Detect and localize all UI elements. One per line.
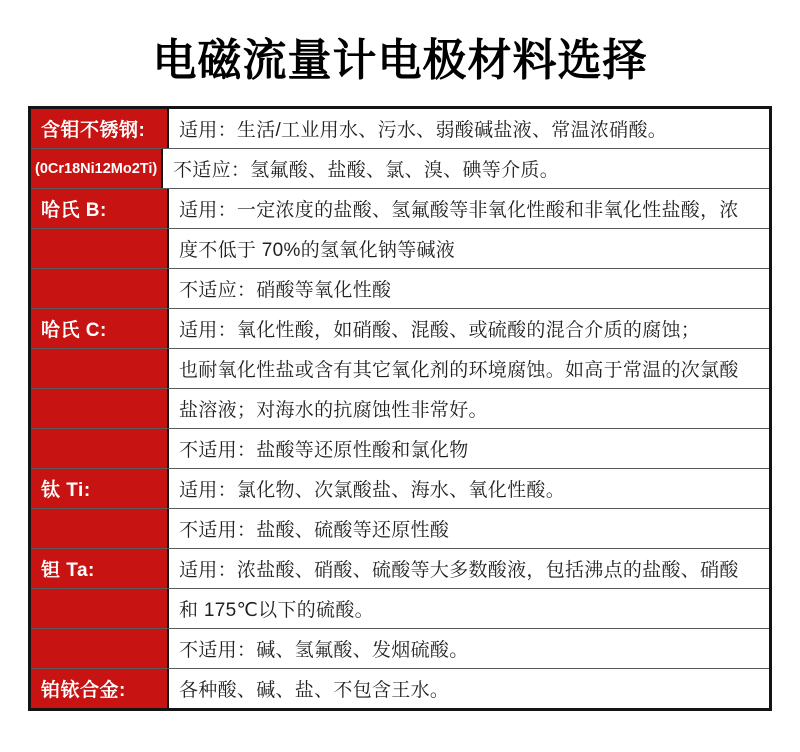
material-description: 适用：一定浓度的盐酸、氢氟酸等非氧化性酸和非氧化性盐酸，浓 (179, 200, 739, 221)
material-description: 不适用：盐酸等还原性酸和氯化物 (179, 440, 469, 461)
material-description-cell (169, 309, 769, 348)
material-name: 哈氏 B: (41, 200, 107, 221)
material-description-cell (169, 589, 769, 628)
material-name-cell (31, 309, 169, 348)
material-name: 钽 Ta: (41, 560, 95, 581)
material-description-cell (169, 469, 769, 508)
material-description: 不适应：氢氟酸、盐酸、氯、溴、碘等介质。 (173, 160, 560, 181)
material-name-cell (31, 349, 169, 388)
material-name: 含钼不锈钢: (41, 120, 146, 141)
table-row (31, 188, 769, 228)
material-name-cell (31, 109, 169, 148)
material-description: 和 175℃以下的硫酸。 (179, 600, 374, 621)
material-description-cell (169, 429, 769, 468)
table-row (31, 109, 769, 148)
material-description: 适用：氯化物、次氯酸盐、海水、氧化性酸。 (179, 480, 566, 501)
material-name: 钛 Ti: (41, 480, 91, 501)
material-name-cell (31, 549, 169, 588)
material-description-cell (169, 109, 769, 148)
material-name-cell (31, 149, 163, 188)
table-row (31, 548, 769, 588)
material-name-cell (31, 589, 169, 628)
table-row (31, 468, 769, 508)
material-name-cell (31, 389, 169, 428)
material-description: 度不低于 70%的氢氧化钠等碱液 (179, 240, 456, 261)
material-name-cell (31, 429, 169, 468)
material-description-cell (169, 389, 769, 428)
material-description: 也耐氧化性盐或含有其它氧化剂的环境腐蚀。如高于常温的次氯酸 (179, 360, 739, 381)
material-description-cell (169, 629, 769, 668)
material-description-cell (169, 669, 769, 708)
table-row (31, 628, 769, 668)
table-row (31, 268, 769, 308)
table-row (31, 348, 769, 388)
page-title: 电磁流量计电极材料选择 (152, 36, 648, 85)
material-description-cell (169, 549, 769, 588)
material-name-cell (31, 269, 169, 308)
material-name-cell (31, 229, 169, 268)
material-name-cell (31, 469, 169, 508)
material-description: 不适应：硝酸等氧化性酸 (179, 280, 392, 301)
material-description: 适用：生活/工业用水、污水、弱酸碱盐液、常温浓硝酸。 (179, 120, 668, 141)
material-description-cell (169, 189, 769, 228)
material-description-cell (169, 269, 769, 308)
material-name: 铂铱合金: (41, 680, 126, 701)
material-description: 不适用：碱、氢氟酸、发烟硫酸。 (179, 640, 469, 661)
material-description-cell (169, 509, 769, 548)
material-name-cell (31, 629, 169, 668)
material-description: 各种酸、碱、盐、不包含王水。 (179, 680, 450, 701)
table-row (31, 388, 769, 428)
material-name-cell (31, 509, 169, 548)
table-row (31, 228, 769, 268)
material-description-cell (169, 349, 769, 388)
table-row (31, 308, 769, 348)
material-description: 不适用：盐酸、硫酸等还原性酸 (179, 520, 450, 541)
material-name-cell (31, 669, 169, 708)
material-description: 适用：浓盐酸、硝酸、硫酸等大多数酸液，包括沸点的盐酸、硝酸 (179, 560, 739, 581)
material-name: (0Cr18Ni12Mo2Ti) (35, 160, 158, 177)
material-description: 适用：氧化性酸，如硝酸、混酸、或硫酸的混合介质的腐蚀； (179, 320, 701, 341)
electrode-material-table (28, 106, 772, 711)
table-row (31, 668, 769, 708)
material-name: 哈氏 C: (41, 320, 107, 341)
table-row (31, 508, 769, 548)
material-description: 盐溶液；对海水的抗腐蚀性非常好。 (179, 400, 488, 421)
material-name-cell (31, 189, 169, 228)
material-description-cell (169, 229, 769, 268)
material-description-cell (163, 149, 769, 188)
table-row (31, 588, 769, 628)
table-row (31, 428, 769, 468)
table-row (31, 148, 769, 188)
